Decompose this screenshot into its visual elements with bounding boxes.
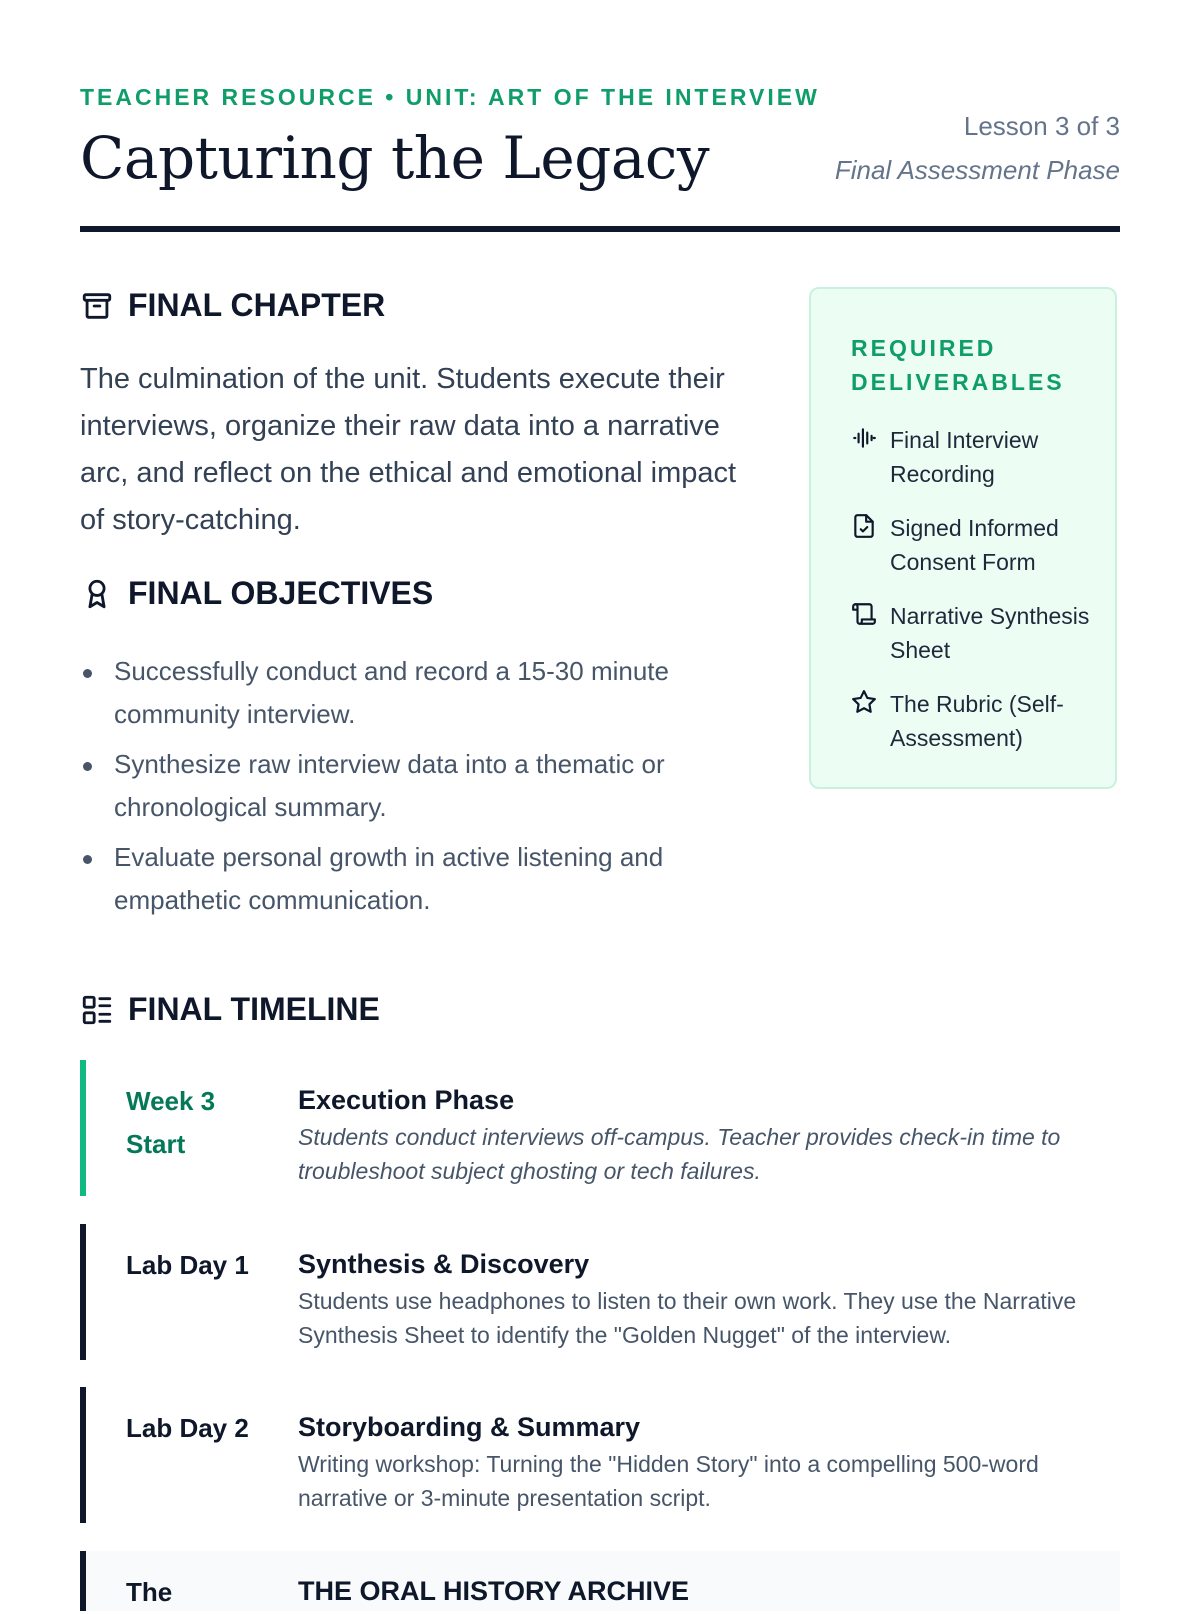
award-icon: [80, 577, 114, 611]
deliverable-label: Signed Informed Consent Form: [890, 515, 1059, 575]
timeline-row: [80, 1060, 1120, 1196]
list-item: Synthesize raw interview data into a thematic or chronological summary.: [80, 743, 740, 829]
objectives-heading: [80, 575, 433, 612]
chapter-heading-text: FINAL CHAPTER: [128, 287, 386, 323]
list-item: Successfully conduct and record a 15-30 minute community interview.: [80, 650, 740, 736]
objectives-list: [80, 650, 740, 929]
archive-icon: [80, 289, 114, 323]
timeline-title: THE ORAL HISTORY ARCHIVE: [298, 1576, 690, 1606]
deliverable-item: [851, 687, 1091, 755]
eyebrow-label: TEACHER RESOURCE • UNIT: ART OF THE INTERVIEW: [80, 84, 820, 110]
timeline-body: [298, 1080, 1118, 1188]
timeline-description: Students conduct interviews off-campus. Teacher provides check-in time to troubleshoot subject ghosting or tech failures.: [298, 1124, 1061, 1184]
timeline-title: Synthesis & Discovery: [298, 1249, 590, 1279]
timeline-body: [298, 1571, 1118, 1611]
objectives-heading-text: FINAL OBJECTIVES: [128, 575, 434, 611]
deliverables-title: REQUIRED DELIVERABLES: [851, 335, 1065, 395]
timeline-body: [298, 1244, 1118, 1352]
timeline-when: The: [126, 1577, 173, 1607]
deliverable-label: Final Interview Recording: [890, 427, 1039, 487]
lesson-phase: Final Assessment Phase: [834, 155, 1120, 185]
audio-waveform-icon: [851, 425, 877, 451]
list-item: Evaluate personal growth in active listening and empathetic communication.: [80, 836, 740, 922]
timeline-when: Lab Day 1: [126, 1250, 249, 1280]
lesson-number: Lesson 3 of 3: [963, 111, 1120, 141]
timeline-when: Lab Day 2: [126, 1413, 249, 1443]
timeline-row: [80, 1551, 1120, 1611]
timeline-body: [298, 1407, 1118, 1515]
timeline-description: Students use headphones to listen to their own work. They use the Narrative Synthesis Sheet to identify the "Golden Nugget" of the interview.: [298, 1288, 1077, 1348]
deliverable-label: Narrative Synthesis Sheet: [890, 603, 1090, 663]
timeline-title: Execution Phase: [298, 1085, 515, 1115]
lesson-info: [835, 104, 1120, 192]
chapter-description: The culmination of the unit. Students execute their interviews, organize their raw data into a narrative arc, and reflect on the ethical and emotional impact of story-catching.: [80, 363, 737, 536]
page-title: Capturing the Legacy: [80, 124, 710, 192]
deliverables-list: [851, 423, 1091, 775]
deliverable-item: [851, 599, 1091, 667]
deliverables-panel: [809, 287, 1117, 789]
header-divider: [80, 226, 1120, 232]
star-icon: [851, 689, 877, 715]
timeline-row: [80, 1224, 1120, 1360]
deliverable-item: [851, 511, 1091, 579]
layout-list-icon: [80, 993, 114, 1027]
file-check-icon: [851, 513, 877, 539]
timeline-heading: [80, 991, 380, 1028]
timeline-description: Writing workshop: Turning the "Hidden Story" into a compelling 500-word narrative or 3-minute presentation script.: [298, 1451, 1039, 1511]
chapter-heading: [80, 287, 385, 324]
deliverable-label: The Rubric (Self-Assessment): [890, 691, 1064, 751]
page-header: [80, 84, 1120, 232]
timeline-when: Week 3 Start: [126, 1086, 216, 1159]
deliverable-item: [851, 423, 1091, 491]
scroll-icon: [851, 601, 877, 627]
timeline-row: [80, 1387, 1120, 1523]
lesson-page: [80, 0, 1120, 1607]
timeline-heading-text: FINAL TIMELINE: [128, 991, 380, 1027]
timeline-title: Storyboarding & Summary: [298, 1412, 641, 1442]
